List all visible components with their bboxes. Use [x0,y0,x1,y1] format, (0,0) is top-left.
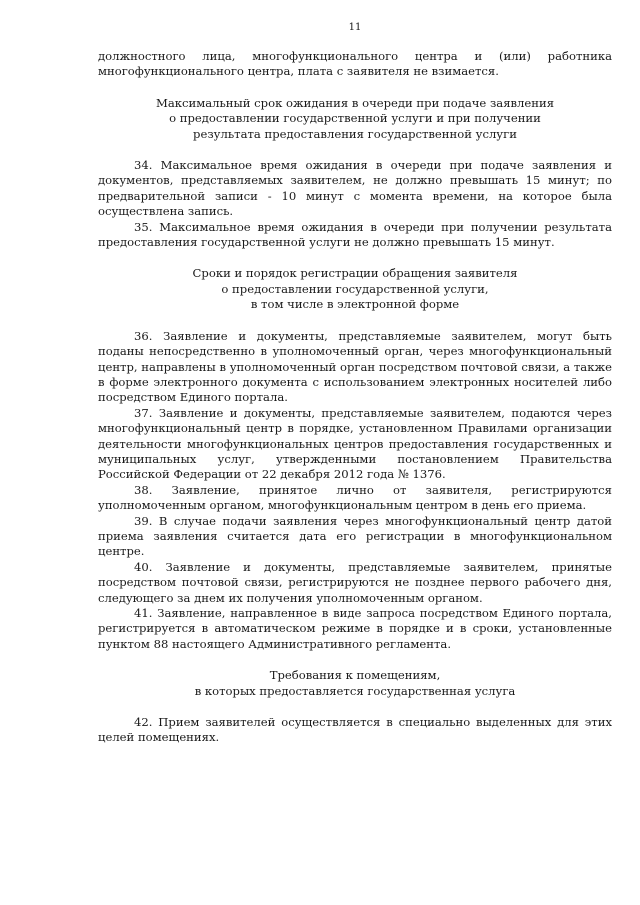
paragraph-39: 39. В случае подачи заявления через многофункциональный центр датой приема заявления считается дата его регистрации в многофункциональном центре. [98,513,612,559]
heading-line: в которых предоставляется государственная услуга [194,683,516,698]
section-heading-waiting-time [98,96,612,142]
paragraph-35: 35. Максимальное время ожидания в очереди при получении результата предоставления государственной услуги не должно превышать 15 минут. [98,219,612,250]
heading-line: результата предоставления государственной услуги [193,126,517,141]
paragraph-37: 37. Заявление и документы, представляемые заявителем, подаются через многофункциональный центр в порядке, установленном Правилами организации деятельности многофункциональных центров предоставления государственных и муниципальных услуг, утвержденными постановлением Правительства Российской Федерации от 22 декабря 2012 года № 1376. [98,405,612,482]
paragraph-34: 34. Максимальное время ожидания в очереди при подаче заявления и документов, представляемых заявителем, не должно превышать 15 минут; по предварительной записи - 10 минут с момента времени, на которое была осуществлена запись. [98,158,612,219]
heading-line: Сроки и порядок регистрации обращения заявителя [192,266,518,281]
heading-line: Максимальный срок ожидания в очереди при подаче заявления [155,95,555,110]
section-heading-registration [98,266,612,312]
paragraph-41: 41. Заявление, направленное в виде запроса посредством Единого портала, регистрируется в автоматическом режиме в порядке и в сроки, установленные пунктом 88 настоящего Административного регламента. [98,606,612,651]
heading-line: Требования к помещениям, [269,668,441,683]
paragraph-42: 42. Прием заявителей осуществляется в специально выделенных для этих целей помещениях. [98,715,612,745]
heading-line: о предоставлении государственной услуги и при получении [169,111,541,126]
paragraph-36: 36. Заявление и документы, представляемые заявителем, могут быть поданы непосредственно в уполномоченный орган, через многофункциональный центр, направлены в уполномоченный орган посредством почтовой связи, а также в форме электронного документа с использованием электронных носителей либо посредством Единого портала. [98,328,612,405]
heading-line: в том числе в электронной форме [250,297,460,312]
intro-paragraph: должностного лица, многофункционального центра и (или) работника многофункционального центра, плата с заявителя не взимается. [98,49,612,79]
heading-line: о предоставлении государственной услуги, [221,281,489,296]
page-number: 11 [348,22,362,33]
paragraph-40: 40. Заявление и документы, представляемые заявителем, принятые посредством почтовой связи, регистрируются не позднее первого рабочего дня, следующего за днем их получения уполномоченным органом. [98,559,612,605]
paragraph-38: 38. Заявление, принятое лично от заявителя, регистрируются уполномоченным органом, многофункциональным центром в день его приема. [98,482,612,513]
section-heading-premises [98,668,612,699]
